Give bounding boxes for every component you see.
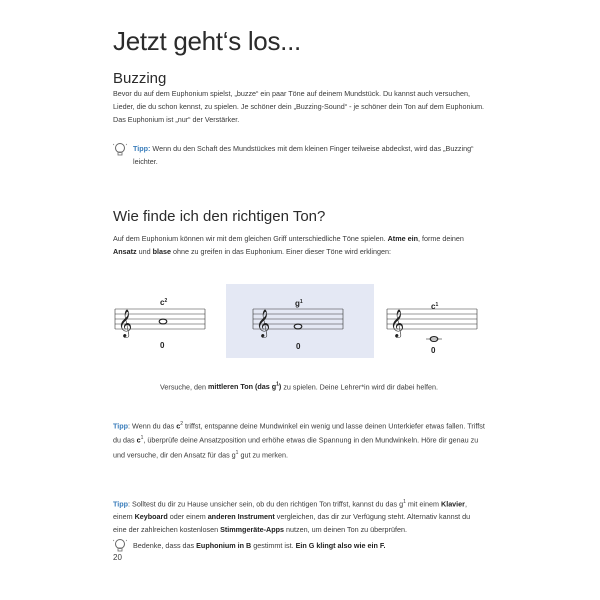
treble-clef-icon: 𝄞 bbox=[390, 309, 405, 337]
tip-stimmgeraet: Tipp: Solltest du dir zu Hause unsicher sein, ob du den richtigen Ton triffst, kannst du das $g^1$ mit einem Klavier, einem Keyboard oder einem anderen Instrument vergleichen, das dir zur Verfügung steht. Alternativ kannst du eine der zahlreichen kostenlosen Stimmgeräte-Apps nutzen, um deinen Ton zu überprüfen. bbox=[113, 499, 471, 535]
treble-clef-icon: 𝄞 bbox=[256, 309, 271, 337]
tip-buzzing bbox=[133, 142, 485, 168]
staff-g1 bbox=[226, 284, 374, 358]
lightbulb-icon bbox=[113, 538, 127, 554]
section-heading-buzzing: Buzzing bbox=[113, 70, 167, 87]
lightbulb-icon bbox=[113, 142, 127, 158]
tip-ansatz: Tipp: Wenn du das $c^2$ triffst, entspanne deine Mundwinkel ein wenig und lasse deinen Unterkiefer etwas fallen. Triffst du das $c^1$, überprüfe deine Ansatzposition und erhöhe etwas die Spannung in den Mundwinkeln. Höre dir genau zu und versuche, dir den Ansatz für das $g^1$ gut zu merken. bbox=[113, 421, 485, 460]
note-c2 bbox=[159, 319, 167, 324]
tip-text: Wenn du den Schaft des Mundstückes mit dem kleinen Finger teilweise abdeckst, wird das „Buzzing“ leichter. bbox=[133, 144, 474, 166]
note-euphonium-b: Bedenke, dass das Euphonium in B gestimmt ist. Ein G klingt also wie ein F. bbox=[133, 541, 386, 550]
fingering-c2: 0 bbox=[160, 341, 165, 350]
fingering-g1: 0 bbox=[296, 342, 301, 351]
staff-c2 bbox=[110, 296, 210, 356]
tip-label: Tipp: bbox=[133, 144, 151, 153]
note-label-g1: $g^1$ bbox=[295, 299, 303, 308]
section-heading-ton: Wie finde ich den richtigen Ton? bbox=[113, 208, 326, 225]
page-title: Jetzt geht‘s los... bbox=[113, 26, 301, 56]
note-label-c2: $c^2$ bbox=[160, 298, 168, 307]
buzzing-paragraph: Bevor du auf dem Euphonium spielst, „buzze“ ein paar Töne auf deinem Mundstück. Du kannst auch versuchen, Lieder, die du schon kennst, zu spielen. Je schöner dein „Buzzing-Sound“ - je schöner dein Ton auf dem Euphonium. Das Euphonium ist „nur“ der Verstärker. bbox=[113, 89, 485, 124]
caption-mittlerer-ton: Versuche, den mittleren Ton (das $g^1$) zu spielen. Deine Lehrer*in wird dir dabei helfen. bbox=[160, 382, 438, 392]
staff-c1 bbox=[382, 296, 482, 356]
treble-clef-icon: 𝄞 bbox=[118, 309, 133, 337]
note-label-c1: $c^1$ bbox=[431, 302, 439, 311]
fingering-c1: 0 bbox=[431, 346, 436, 355]
page-number: 20 bbox=[113, 553, 122, 562]
ton-paragraph: Auf dem Euphonium können wir mit dem gleichen Griff unterschiedliche Töne spielen. Atme ein, forme deinen Ansatz und blase ohne zu greifen in das Euphonium. Einer dieser Töne wird erklingen: bbox=[113, 234, 464, 256]
